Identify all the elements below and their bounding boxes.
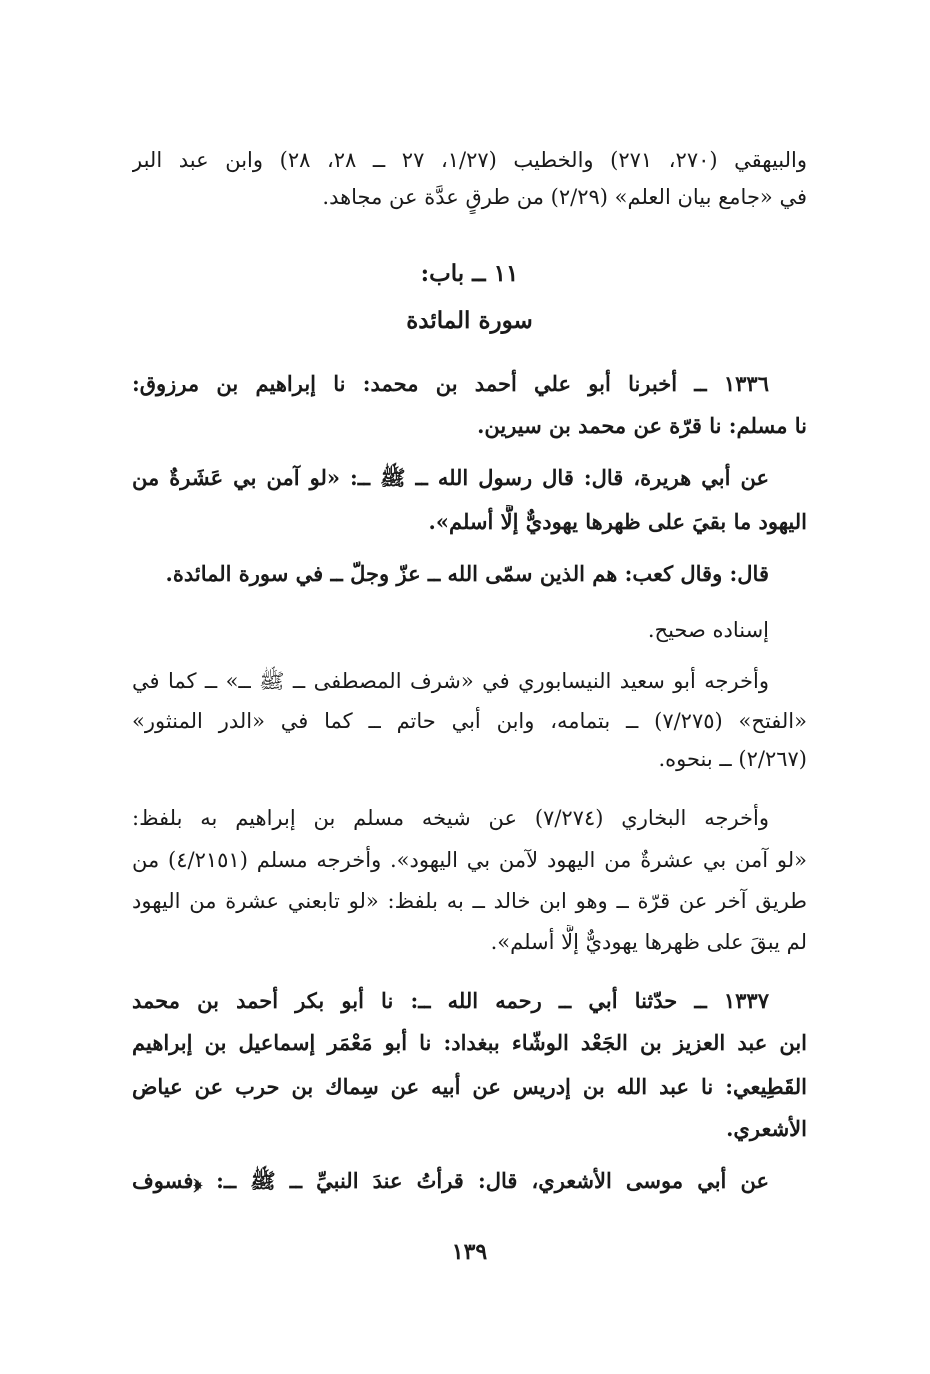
chapter-number: ١١ ــ باب: [420, 260, 519, 287]
page-number: ١٣٩ [451, 1239, 488, 1265]
commentary-line: (٢/٢٦٧) ــ بنحوه. [658, 747, 807, 771]
hadith-text: عن أبي هريرة، قال: قال رسول الله ــ ﷺ ــ: «لو آمن بي عَشَرةٌ من [132, 465, 769, 490]
commentary-line: وأخرجه البخاري (٧/٢٧٤) عن شيخه مسلم بن إبراهيم به بلفظ: [132, 806, 769, 830]
commentary-line: «لو آمن بي عشرةٌ من اليهود لآمن بي اليهود». وأخرجه مسلم (٤/٢١٥١) من [132, 848, 807, 872]
commentary-line: «الفتح» (٧/٢٧٥) ــ بتمامه، وابن أبي حاتم ــ كما في «الدر المنثور» [132, 709, 807, 733]
chapter-title: سورة المائدة [406, 307, 533, 334]
hadith-text: اليهود ما بقيَ على ظهرها يهوديٌّ إلَّا أسلم». [428, 509, 807, 534]
hadith-chain: ١٣٣٦ ــ أخبرنا أبو علي أحمد بن محمد: نا إبراهيم بن مرزوق: [132, 371, 769, 396]
commentary-line: طريق آخر عن قرّة ــ وهو ابن خالد ــ به بلفظ: «لو تابعني عشرة من اليهود [132, 889, 807, 913]
hadith-chain: نا مسلم: نا قرّة عن محمد بن سيرين. [477, 413, 807, 438]
hadith-text: قال: وقال كعب: هم الذين سمّى الله ــ عزّ وجلّ ــ في سورة المائدة. [165, 561, 769, 586]
hadith-chain: ابن عبد العزيز بن الجَعْد الوشّاء ببغداد: نا أبو مَعْمَر إسماعيل بن إبراهيم [132, 1030, 807, 1055]
commentary-line: لم يبقَ على ظهرها يهوديٌّ إلَّا أسلم». [490, 930, 807, 954]
commentary-line: إسناده صحيح. [647, 618, 769, 642]
hadith-chain: القَطِيعي: نا عبد الله بن إدريس عن أبيه عن سِماك بن حرب عن عياض [132, 1074, 807, 1099]
commentary-line: وأخرجه أبو سعيد النيسابوري في «شرف المصطفى ــ ﷺ ــ» ــ كما في [132, 669, 769, 693]
book-page [132, 0, 807, 1374]
hadith-chain: الأشعري. [726, 1116, 807, 1141]
text-line: والبيهقي (٢٧٠، ٢٧١) والخطيب (١/٢٧، ٢٧ ــ ٢٨، ٢٨) وابن عبد البر [132, 148, 807, 172]
hadith-text: عن أبي موسى الأشعري، قال: قرأتُ عندَ النبيِّ ــ ﷺ ــ: ﴿فسوف [132, 1168, 769, 1193]
text-line: في «جامع بيان العلم» (٢/٢٩) من طرقٍ عدَّة عن مجاهد. [322, 185, 807, 209]
hadith-chain: ١٣٣٧ ــ حدّثنا أبي ــ رحمه الله ــ: نا أبو بكر أحمد بن محمد [132, 988, 769, 1013]
